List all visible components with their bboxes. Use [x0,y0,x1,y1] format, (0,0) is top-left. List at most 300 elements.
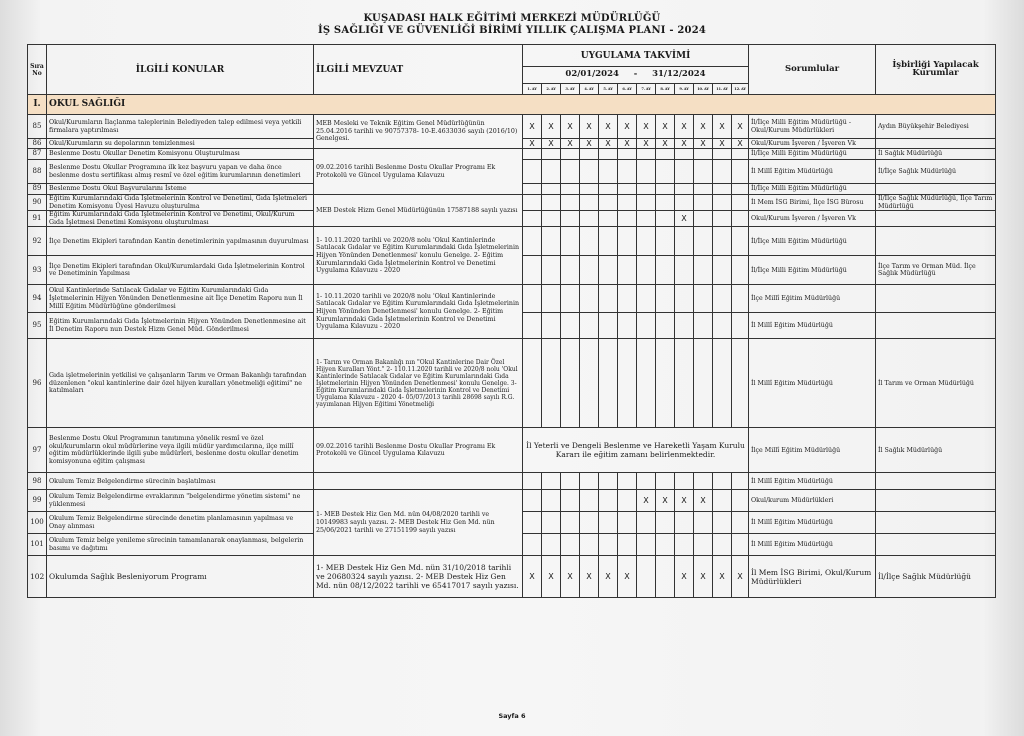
month-mark [523,339,542,428]
month-mark [580,339,599,428]
work-plan-table [27,44,996,598]
month-mark [694,211,713,227]
month-mark: X [675,211,694,227]
month-header: 12. AY [732,84,749,95]
month-mark [542,227,561,256]
mevzuat-cell: 1- MEB Destek Hiz Gen Md. nün 04/08/2020 tarihli ve 10149983 sayılı yazısı. 2- MEB Destek Hiz Gen Md. nün 25/06/2021 tarihli ve 27151199 sayılı yazısı [314,490,523,556]
month-mark [732,490,749,512]
month-mark: X [580,139,599,149]
isbirligi-cell: İlçe Tarım ve Orman Müd. İlçe Sağlık Müdürlüğü [876,256,996,285]
month-mark: X [694,115,713,139]
sorumlu-cell: İl/İlçe Milli Eğitim Müdürlüğü [749,149,876,160]
month-mark [675,160,694,184]
month-mark [656,160,675,184]
month-header: 1. AY [523,84,542,95]
month-mark [637,256,656,285]
month-mark [580,285,599,313]
mevzuat-header: İLGİLİ MEVZUAT [314,45,523,95]
month-mark [637,227,656,256]
month-mark [523,534,542,556]
month-mark [637,195,656,211]
month-mark [732,534,749,556]
month-mark: X [713,556,732,598]
month-mark [542,534,561,556]
month-mark [561,227,580,256]
month-mark [656,149,675,160]
month-mark [637,160,656,184]
isbirligi-cell: İl/İlçe Sağlık Müdürlüğü [876,160,996,184]
month-mark: X [599,115,618,139]
month-mark [675,227,694,256]
konu-cell: Eğitim Kurumlarındaki Gıda İşletmelerinin Kontrol ve Denetimi, Gıda İşletmeleri Denetim Komisyonu Üyesi Havuzu oluşturulma [47,195,314,211]
month-mark [656,534,675,556]
month-mark [637,534,656,556]
month-mark: X [599,139,618,149]
month-mark [561,313,580,339]
row-number: 85 [28,115,47,139]
month-mark [523,490,542,512]
month-mark: X [675,556,694,598]
month-mark [656,256,675,285]
month-mark [656,227,675,256]
konu-cell: Beslenme Dostu Okullar Denetim Komisyonu Oluşturulması [47,149,314,160]
sorumlu-cell: İl Mem İSG Birimi, İlçe İSG Bürosu [749,195,876,211]
table-row [28,339,996,428]
row-number: 101 [28,534,47,556]
month-mark [599,490,618,512]
month-mark [523,160,542,184]
table-row [28,473,996,490]
month-mark [542,473,561,490]
month-mark [599,534,618,556]
konu-cell: Eğitim Kurumlarındaki Gıda İşletmelerinin Kontrol ve Denetimi, Okul/Kurum Gıda İşletmesi Denetimi Komisyonu oluşturulması [47,211,314,227]
month-mark [561,211,580,227]
month-mark [713,534,732,556]
month-mark [523,184,542,195]
sorumlu-cell: İl Millî Eğitim Müdürlüğü [749,473,876,490]
mevzuat-cell: MEB Mesleki ve Teknik Eğitim Genel Müdürlüğünün 25.04.2016 tarihli ve 90757378- 10-E.4633036 sayılı (2016/10) Genelgesi. [314,115,523,149]
month-mark [732,473,749,490]
month-mark [599,160,618,184]
month-mark [523,473,542,490]
table-row [28,149,996,160]
konu-cell: Okulum Temiz Belgelendirme sürecinde denetim planlamasının yapılması ve Onay alınması [47,512,314,534]
month-mark [637,211,656,227]
mevzuat-cell [314,473,523,490]
month-mark: X [580,556,599,598]
month-mark [542,256,561,285]
section-number: I. [28,95,47,115]
month-mark [732,313,749,339]
month-mark: X [618,115,637,139]
month-mark [542,285,561,313]
month-mark [561,473,580,490]
month-mark [713,285,732,313]
sorumlu-cell: İlçe Millî Eğitim Müdürlüğü [749,428,876,473]
month-mark [694,339,713,428]
month-mark: X [694,139,713,149]
month-mark [675,534,694,556]
month-mark [675,149,694,160]
month-mark [580,534,599,556]
month-header: 9. AY [675,84,694,95]
section-row [28,95,996,115]
month-mark [580,490,599,512]
month-mark [637,556,656,598]
month-mark [618,339,637,428]
month-mark [580,184,599,195]
month-mark [542,313,561,339]
document-title-institution: KUŞADASI HALK EĞİTİMİ MERKEZİ MÜDÜRLÜĞÜ [363,13,661,24]
month-mark [580,149,599,160]
month-header: 7. AY [637,84,656,95]
month-mark: X [618,139,637,149]
row-number: 102 [28,556,47,598]
sorumlu-cell: İl Mem İSG Birimi, Okul/Kurum Müdürlükleri [749,556,876,598]
month-mark: X [542,115,561,139]
mevzuat-cell: 1- 10.11.2020 tarihli ve 2020/8 nolu 'Okul Kantinlerinde Satılacak Gıdalar ve Eğitim Kurumlarındaki Gıda İşletmelerinin Hijyen Yönünden Denetlenmesi' konulu Genelge. 2- Eğitim Kurumlarındaki Gıda İşletmelerinin Kontrol ve Denetimi Uygulama Kılavuzu - 2020 [314,285,523,339]
row-number: 90 [28,195,47,211]
month-mark: X [561,115,580,139]
month-mark [542,160,561,184]
isbirligi-cell [876,184,996,195]
month-mark: X [694,490,713,512]
section-title: OKUL SAĞLIĞI [47,95,996,115]
konu-cell: İlçe Denetim Ekipleri tarafından Okul/Kurumlardaki Gıda İşletmelerinin Kontrol ve Denetiminin Yapılması [47,256,314,285]
month-mark [561,285,580,313]
sorumlu-cell: İl Millî Eğitim Müdürlüğü [749,534,876,556]
month-mark [580,256,599,285]
sorumlu-cell: İl/İlçe Milli Eğitim Müdürlüğü - Okul/Kurum Müdürlükleri [749,115,876,139]
month-mark: X [542,139,561,149]
month-mark [656,211,675,227]
month-mark [656,184,675,195]
konu-cell: Okulum Temiz Belgelendirme sürecinin başlatılması [47,473,314,490]
konu-cell: Okul/Kurumların su depolarının temizlenmesi [47,139,314,149]
sorumlu-cell: İl Millî Eğitim Müdürlüğü [749,339,876,428]
month-mark [713,473,732,490]
konu-cell: Okulum Temiz Belgelendirme evraklarının "belgelendirme yönetim sistemi" ne yüklenmesi [47,490,314,512]
month-mark [675,339,694,428]
month-mark [732,160,749,184]
month-mark: X [523,115,542,139]
month-mark [561,149,580,160]
month-mark [599,285,618,313]
month-mark: X [561,556,580,598]
month-mark [637,149,656,160]
isbirligi-cell [876,490,996,512]
month-mark [542,490,561,512]
konu-cell: Beslenme Dostu Okullar Programına ilk kez başvuru yapan ve daha önce beslenme dostu sertifikası almış resmî ve özel eğitim kurumlarının denetimleri [47,160,314,184]
table-row [28,490,996,512]
mevzuat-cell: MEB Destek Hizm Genel Müdürlüğünün 17587188 sayılı yazısı [314,195,523,227]
month-mark [637,184,656,195]
month-mark: X [542,556,561,598]
month-mark [656,285,675,313]
isbirligi-cell [876,139,996,149]
konu-cell: Beslenme Dostu Okul Başvurularını İsteme [47,184,314,195]
month-mark [637,339,656,428]
month-mark [713,256,732,285]
month-mark [618,473,637,490]
month-header: 2. AY [542,84,561,95]
sira-no-header: Sıra No [28,45,47,95]
month-mark [580,211,599,227]
month-mark [713,160,732,184]
month-mark [732,285,749,313]
month-mark: X [675,115,694,139]
month-mark [580,160,599,184]
month-mark [523,313,542,339]
month-mark [561,534,580,556]
sorumlular-header: Sorumlular [749,45,876,95]
month-mark [599,227,618,256]
month-mark [599,339,618,428]
month-mark [675,195,694,211]
month-mark [618,256,637,285]
month-mark [637,313,656,339]
month-mark [542,184,561,195]
month-mark [713,490,732,512]
month-mark [675,256,694,285]
month-mark [599,184,618,195]
isbirligi-cell [876,211,996,227]
row-number: 93 [28,256,47,285]
isbirligi-header: İşbirliği Yapılacak Kurumlar [876,45,996,95]
month-mark [542,195,561,211]
row-number: 88 [28,160,47,184]
month-mark [618,512,637,534]
month-mark: X [732,115,749,139]
sorumlu-cell: Okul/Kurum İşveren / İşveren Vk [749,139,876,149]
month-mark: X [656,490,675,512]
row-number: 92 [28,227,47,256]
table-row [28,556,996,598]
table-row [28,227,996,256]
month-mark [618,211,637,227]
month-mark [732,339,749,428]
month-mark [713,512,732,534]
isbirligi-cell: Aydın Büyükşehir Belediyesi [876,115,996,139]
month-mark [599,195,618,211]
table-row [28,285,996,313]
month-mark [523,211,542,227]
month-mark: X [523,139,542,149]
konu-cell: Okul/Kurumların İlaçlanma taleplerinin Belediyeden talep edilmesi veya yetkili firmalara yaptırılması [47,115,314,139]
month-mark [732,149,749,160]
month-mark [713,227,732,256]
month-mark [656,473,675,490]
sorumlu-cell: İl/İlçe Milli Eğitim Müdürlüğü [749,256,876,285]
sorumlu-cell: İl Millî Eğitim Müdürlüğü [749,512,876,534]
mevzuat-cell: 1- Tarım ve Orman Bakanlığı nın "Okul Kantinlerine Dair Özel Hijyen Kuralları Yönt." 2- 110.11.2020 tarihli ve 2020/8 nolu 'Okul Kantinlerinde Satılacak Gıdalar ve Eğitim Kurumlarındaki Gıda İşletmelerinin Hijyen Yönünden Denetlenmesi' konulu Genelge. 3- Eğitim Kurumlarındaki Gıda İşletmelerinin Kontrol ve Denetimi Uygulama Kılavuzu - 2020 4- 05/07/2013 tarihli 28698 sayılı R.G. yayımlanan Hijyen Eğitimi Yönetmeliği [314,339,523,428]
month-mark [694,149,713,160]
mevzuat-cell: 1- 10.11.2020 tarihli ve 2020/8 nolu 'Okul Kantinlerinde Satılacak Gıdalar ve Eğitim Kurumlarındaki Gıda İşletmelerinin Hijyen Yönünden Denetlenmesi' konulu Genelge. 2- Eğitim Kurumlarındaki Gıda İşletmelerinin Kontrol ve Denetimi Uygulama Kılavuzu - 2020 [314,227,523,285]
mevzuat-cell: 09.02.2016 tarihli Beslenme Dostu Okullar Programı Ek Protokolü ve Güncel Uygulama Kılavuzu [314,149,523,195]
month-mark [732,211,749,227]
date-dash: - [633,69,638,80]
month-mark [523,149,542,160]
konu-cell: Eğitim Kurumlarındaki Gıda İşletmelerinin Hijyen Yönünden Denetlenmesine ait İl Denetim Raporu nun Destek Hizm Genel Müd. Gönderilmesi [47,313,314,339]
month-mark [675,184,694,195]
month-mark [694,227,713,256]
sorumlu-cell: İl/İlçe Milli Eğitim Müdürlüğü [749,184,876,195]
isbirligi-cell [876,227,996,256]
table-row [28,195,996,211]
month-mark [618,184,637,195]
sorumlu-cell: İlçe Millî Eğitim Müdürlüğü [749,285,876,313]
month-mark: X [580,115,599,139]
mevzuat-cell: 09.02.2016 tarihli Beslenme Dostu Okullar Programı Ek Protokolü ve Güncel Uygulama Kılavuzu [314,428,523,473]
sorumlu-cell: İl Millî Eğitim Müdürlüğü [749,160,876,184]
date-end: 31/12/2024 [652,69,706,80]
month-mark [713,211,732,227]
isbirligi-cell [876,512,996,534]
row-number: 89 [28,184,47,195]
mevzuat-cell: 1- MEB Destek Hiz Gen Md. nün 31/10/2018 tarihli ve 20680324 sayılı yazısı. 2- MEB Destek Hiz Gen Md. nün 08/12/2022 tarihli ve 65417017 sayılı yazısı. [314,556,523,598]
month-mark: X [599,556,618,598]
month-mark [694,512,713,534]
month-mark [599,473,618,490]
month-mark [561,490,580,512]
month-mark: X [732,139,749,149]
month-header: 4. AY [580,84,599,95]
month-mark [675,285,694,313]
takvim-header: UYGULAMA TAKVİMİ [523,45,749,67]
month-mark: X [637,115,656,139]
isbirligi-cell [876,473,996,490]
month-mark [732,256,749,285]
konu-cell: İlçe Denetim Ekipleri tarafından Kantin denetimlerinin yapılmasının duyurulması [47,227,314,256]
month-mark [713,195,732,211]
month-mark [561,184,580,195]
month-mark [523,285,542,313]
month-mark [523,195,542,211]
row-number: 91 [28,211,47,227]
month-mark [580,473,599,490]
month-mark [656,512,675,534]
month-mark [656,195,675,211]
isbirligi-cell [876,534,996,556]
month-mark [713,313,732,339]
month-mark [561,512,580,534]
month-mark [580,512,599,534]
month-mark [523,512,542,534]
month-mark [637,473,656,490]
month-mark [713,184,732,195]
month-mark: X [523,556,542,598]
month-mark [656,556,675,598]
month-mark [542,512,561,534]
month-mark: X [675,139,694,149]
month-mark: X [694,556,713,598]
month-mark [580,227,599,256]
isbirligi-cell: İl Sağlık Müdürlüğü [876,428,996,473]
month-mark [542,339,561,428]
calendar-note: İl Yeterli ve Dengeli Beslenme ve Hareketli Yaşam Kurulu Kararı ile eğitim zamanı belirlenmektedir. [523,428,749,473]
month-header: 8. AY [656,84,675,95]
month-mark [732,227,749,256]
month-mark: X [732,556,749,598]
month-mark [580,313,599,339]
isbirligi-cell: İl Sağlık Müdürlüğü [876,149,996,160]
month-mark [561,195,580,211]
date-range [523,67,749,84]
row-number: 94 [28,285,47,313]
table-row [28,428,996,473]
month-mark [713,149,732,160]
row-number: 98 [28,473,47,490]
month-mark [618,490,637,512]
konu-cell: Okul Kantinlerinde Satılacak Gıdalar ve Eğitim Kurumlarındaki Gıda İşletmelerinin Hijyen Yönünden Denetlenmesine ait İlçe Denetim Raporu nun İl Millî Eğitim Müdürlüğüne gönderilmesi [47,285,314,313]
month-mark: X [656,115,675,139]
month-mark [618,160,637,184]
header-row-1 [28,45,996,67]
month-header: 5. AY [599,84,618,95]
month-mark [694,534,713,556]
row-number: 96 [28,339,47,428]
month-mark [694,195,713,211]
month-mark: X [637,139,656,149]
month-mark [694,313,713,339]
sorumlu-cell: İl Millî Eğitim Müdürlüğü [749,313,876,339]
row-number: 100 [28,512,47,534]
month-mark [523,256,542,285]
month-mark [542,211,561,227]
month-header: 3. AY [561,84,580,95]
month-mark [732,195,749,211]
month-mark [599,149,618,160]
month-header: 11. AY [713,84,732,95]
month-mark [599,256,618,285]
row-number: 86 [28,139,47,149]
month-mark [618,285,637,313]
sorumlu-cell: Okul/Kurum İşveren / İşveren Vk [749,211,876,227]
month-header: 6. AY [618,84,637,95]
row-number: 87 [28,149,47,160]
month-mark [637,512,656,534]
month-mark [542,149,561,160]
page-number: Sayfa 6 [498,712,526,720]
konu-cell: Beslenme Dostu Okul Programının tanıtımına yönelik resmî ve özel okul/kurumların okul müdürlerine veya ilgili müdür yardımcılarına, ilçe millî eğitim müdürlüklerinde ilgili şube müdürleri, beslenme dostu okullar denetim komisyonuna eğitim çalışması [47,428,314,473]
month-mark: X [618,556,637,598]
month-mark: X [561,139,580,149]
month-mark [675,473,694,490]
month-mark [618,227,637,256]
month-mark: X [675,490,694,512]
isbirligi-cell: İl Tarım ve Orman Müdürlüğü [876,339,996,428]
sorumlu-cell: İl/İlçe Milli Eğitim Müdürlüğü [749,227,876,256]
month-mark [599,313,618,339]
month-mark [675,313,694,339]
month-mark: X [713,115,732,139]
month-mark [675,512,694,534]
month-mark [732,184,749,195]
month-mark [694,285,713,313]
isbirligi-cell: İl/İlçe Sağlık Müdürlüğü, İlçe Tarım Müdürlüğü [876,195,996,211]
konu-cell: Okulum Temiz belge yenileme sürecinin tamamlanarak onaylanması, belgelerin basımı ve dağıtımı [47,534,314,556]
table-row [28,115,996,139]
month-mark [618,313,637,339]
month-mark [618,195,637,211]
date-start: 02/01/2024 [565,69,619,80]
month-mark [523,227,542,256]
month-mark [599,211,618,227]
month-mark [637,285,656,313]
isbirligi-cell: İl/İlçe Sağlık Müdürlüğü [876,556,996,598]
month-mark [732,512,749,534]
month-mark [618,534,637,556]
